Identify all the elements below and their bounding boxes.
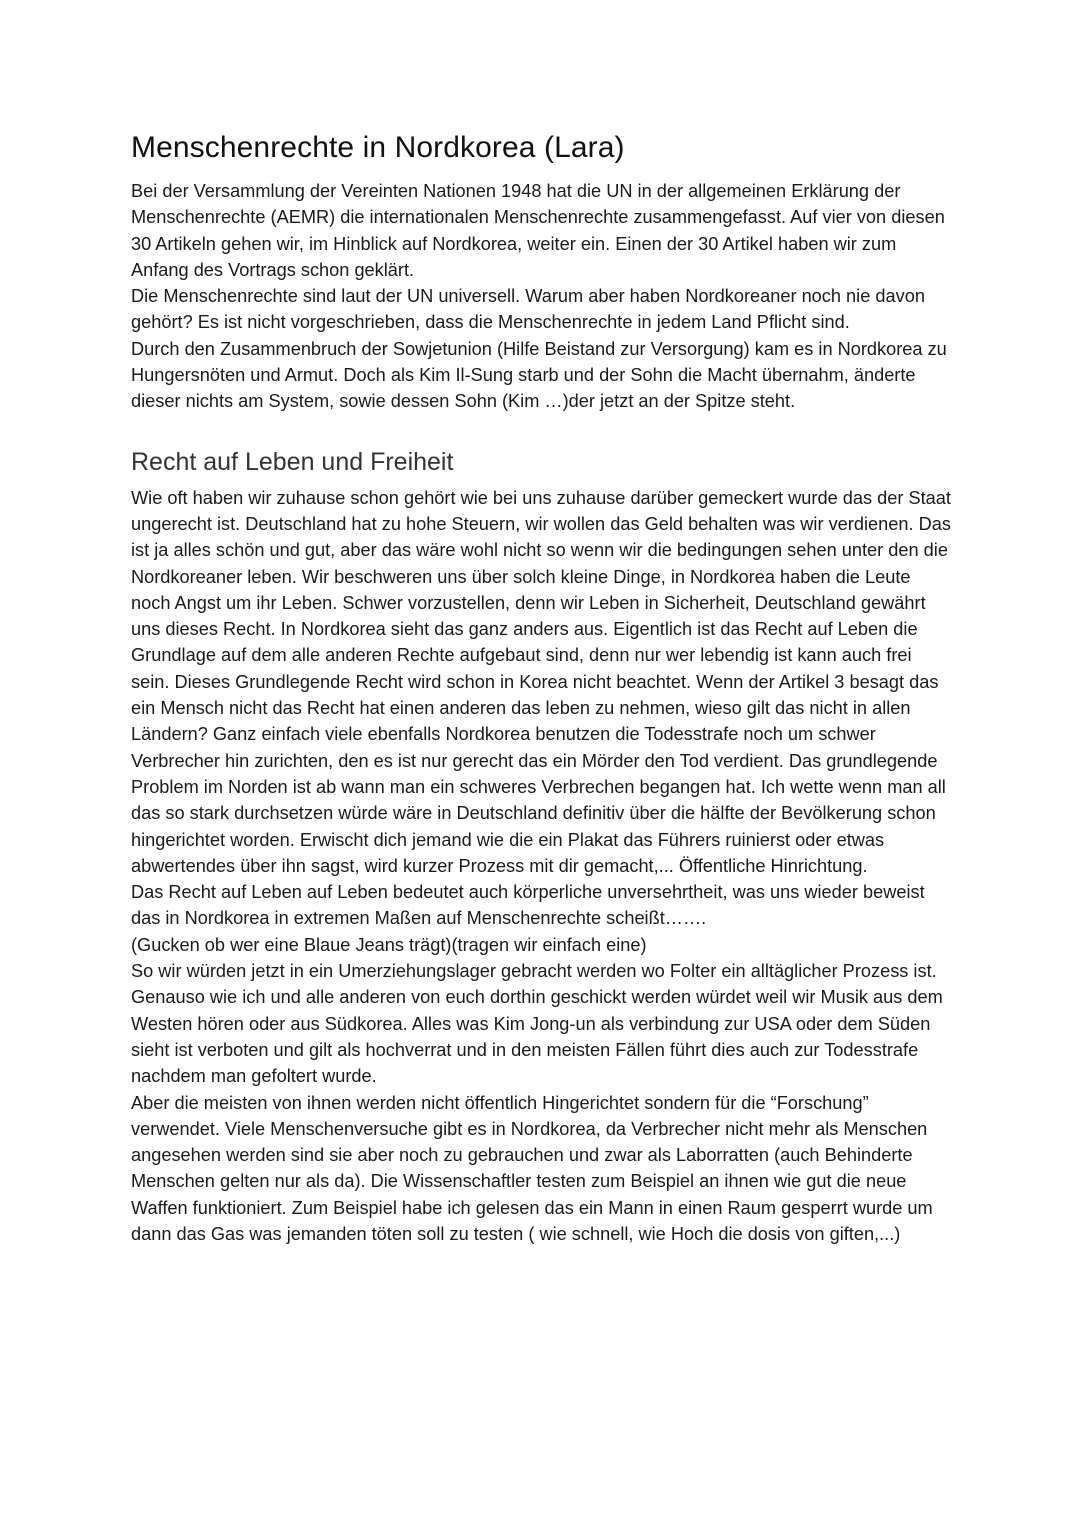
intro-paragraph-3: Durch den Zusammenbruch der Sowjetunion (Hilfe Beistand zur Versorgung) kam es in Nordkorea zu Hungersnöten und Armut. Doch als Kim Il-Sung starb und der Sohn die Macht übernahm, änderte dieser nichts am System, sowie dessen Sohn (Kim …)der jetzt an der Spitze steht. (131, 338, 947, 412)
section-heading: Recht auf Leben und Freiheit (131, 447, 454, 476)
intro-paragraph-1: Bei der Versammlung der Vereinten Nationen 1948 hat die UN in der allgemeinen Erklärung der Menschenrechte (AEMR) die internationalen Menschenrechte zusammengefasst. Auf vier von diesen 30 Artikeln gehen wir, im Hinblick auf Nordkorea, weiter ein. Einen der 30 Artikel haben wir zum Anfang des Vortrags schon geklärt. (131, 181, 945, 280)
section-paragraph-3: (Gucken ob wer eine Blaue Jeans trägt)(tragen wir einfach eine) (131, 934, 647, 955)
section-paragraph-1: Wie oft haben wir zuhause schon gehört wie bei uns zuhause darüber gemeckert wurde das der Staat ungerecht ist. Deutschland hat zu hohe Steuern, wir wollen das Geld behalten was wir verdienen. Das ist ja alles schön und gut, aber das wäre wohl nicht so wenn wir die bedingungen sehen unter den die Nordkoreaner leben. Wir beschweren uns über solch kleine Dinge, in Nordkorea haben die Leute noch Angst um ihr Leben. Schwer vorzustellen, denn wir Leben in Sicherheit, Deutschland gewährt uns dieses Recht. In Nordkorea sieht das ganz anders aus. Eigentlich ist das Recht auf Leben die Grundlage auf dem alle anderen Rechte aufgebaut sind, denn nur wer lebendig ist kann auch frei sein. Dieses Grundlegende Recht wird schon in Korea nicht beachtet. Wenn der Artikel 3 besagt das ein Mensch nicht das Recht hat einen anderen das leben zu nehmen, wieso gilt das nicht in allen Ländern? Ganz einfach viele ebenfalls Nordkorea benutzen die Todesstrafe noch um schwer Verbrecher hin zurichten, den es ist nur gerecht das ein Mörder den Tod verdient. Das grundlegende Problem im Norden ist ab wann man ein schweres Verbrechen begangen hat. Ich wette wenn man all das so stark durchsetzen würde wäre in Deutschland definitiv über die hälfte der Bevölkerung schon hingerichtet worden. Erwischt dich jemand wie die ein Plakat das Führers ruinierst oder etwas abwertendes über ihn sagst, wird kurzer Prozess mit dir gemacht,... Öffentliche Hinrichtung. (131, 487, 951, 876)
document-page (131, 128, 951, 1247)
section-paragraph-2: Das Recht auf Leben auf Leben bedeutet auch körperliche unversehrtheit, was uns wieder beweist das in Nordkorea in extremen Maßen auf Menschenrechte scheißt……. (131, 882, 925, 929)
section-paragraph-5: Aber die meisten von ihnen werden nicht öffentlich Hingerichtet sondern für die “Forschung” verwendet. Viele Menschenversuche gibt es in Nordkorea, da Verbrecher nicht mehr als Menschen angesehen werden sind sie aber noch zu gebrauchen und zwar als Laborratten (auch Behinderte Menschen gelten nur als da). Die Wissenschaftler testen zum Beispiel an ihnen wie gut die neue Waffen funktioniert. Zum Beispiel habe ich gelesen das ein Mann in einen Raum gesperrt wurde um dann das Gas was jemanden töten soll zu testen ( wie schnell, wie Hoch die dosis von giften,...) (131, 1092, 933, 1244)
intro-paragraph-2: Die Menschenrechte sind laut der UN universell. Warum aber haben Nordkoreaner noch nie davon gehört? Es ist nicht vorgeschrieben, dass die Menschenrechte in jedem Land Pflicht sind. (131, 286, 925, 333)
document-title: Menschenrechte in Nordkorea (Lara) (131, 131, 625, 164)
section-paragraph-4: So wir würden jetzt in ein Umerziehungslager gebracht werden wo Folter ein alltäglicher Prozess ist. Genauso wie ich und alle anderen von euch dorthin geschickt werden würdet weil wir Musik aus dem Westen hören oder aus Südkorea. Alles was Kim Jong-un als verbindung zur USA oder dem Süden sieht ist verboten und gilt als hochverrat und in den meisten Fällen führt dies auch zur Todesstrafe nachdem man gefoltert wurde. (131, 961, 943, 1087)
